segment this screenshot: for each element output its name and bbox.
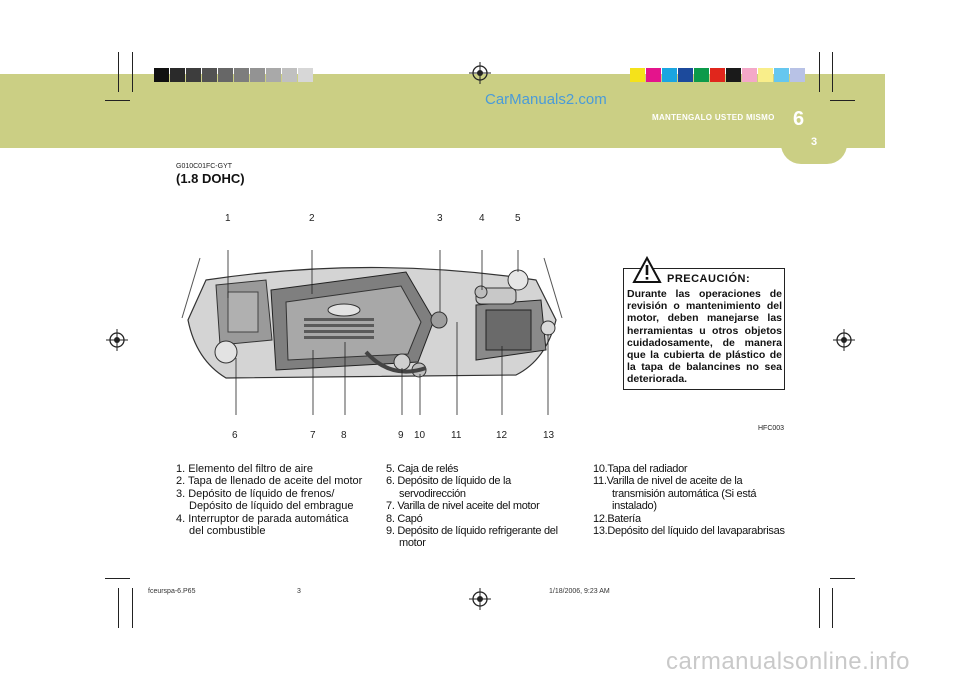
crop-mark [832, 52, 833, 92]
section-code: G010C01FC-GYT [176, 163, 233, 170]
legend-item: 9. Depósito de líquido refrigerante del motor [386, 525, 558, 550]
calibration-swatch [186, 68, 201, 82]
site-watermark: carmanualsonline.info [666, 648, 910, 675]
crop-mark [132, 52, 133, 92]
legend-item: 7. Varilla de nivel aceite del motor [386, 500, 540, 513]
calibration-swatch [774, 68, 789, 82]
crop-mark [830, 578, 855, 579]
section-title: (1.8 DOHC) [176, 171, 245, 186]
engine-compartment-illustration [176, 250, 566, 415]
chapter-title: MANTENGALO USTED MISMO [652, 113, 775, 122]
crop-mark [105, 578, 130, 579]
crop-mark [819, 52, 820, 92]
warning-triangle-icon [632, 256, 662, 284]
footer-timestamp: 1/18/2006, 9:23 AM [549, 588, 610, 595]
legend-column-3 [593, 463, 787, 537]
callout-number: 12 [496, 430, 508, 441]
calibration-swatch [630, 68, 645, 82]
legend-item: 12.Batería [593, 512, 641, 525]
registration-mark-icon [469, 588, 491, 610]
caution-title: PRECAUCIÓN: [667, 273, 751, 285]
calibration-swatch [170, 68, 185, 82]
watermark-link[interactable]: CarManuals2.com [485, 91, 607, 108]
callout-number: 6 [232, 430, 238, 441]
callout-number: 1 [225, 213, 231, 224]
calibration-swatch [694, 68, 709, 82]
callout-number: 10 [414, 430, 426, 441]
calibration-swatch [678, 68, 693, 82]
crop-mark [819, 588, 820, 628]
calibration-swatch [234, 68, 249, 82]
calibration-swatch [662, 68, 677, 82]
calibration-swatch [218, 68, 233, 82]
calibration-swatch [250, 68, 265, 82]
calibration-swatch [298, 68, 313, 82]
calibration-swatch [758, 68, 773, 82]
calibration-swatch [202, 68, 217, 82]
legend-item: 6. Depósito de líquido de la servodirección [386, 475, 511, 500]
legend-item: 3. Depósito de líquido de frenos/ Depósito de líquido del embrague [176, 487, 354, 513]
figure-code: HFC003 [758, 425, 785, 432]
callout-number: 4 [479, 213, 485, 224]
callout-number: 5 [515, 213, 521, 224]
calibration-swatch [710, 68, 725, 82]
crop-mark [830, 100, 855, 101]
calibration-swatch [282, 68, 297, 82]
registration-mark-icon [833, 329, 855, 351]
crop-mark [118, 52, 119, 92]
legend-column-2 [386, 463, 578, 550]
legend-item: 11.Varilla de nivel de aceite de la transmisión automática (Si está instalado) [593, 475, 757, 513]
calibration-swatch [726, 68, 741, 82]
legend-column-1 [176, 463, 366, 537]
callout-number: 7 [310, 430, 316, 441]
calibration-swatch [266, 68, 281, 82]
calibration-swatch [790, 68, 805, 82]
callout-number: 3 [437, 213, 443, 224]
registration-mark-icon [106, 329, 128, 351]
legend-item: 8. Capó [386, 512, 423, 525]
callout-number: 11 [451, 430, 462, 441]
crop-mark [132, 588, 133, 628]
callout-number: 9 [398, 430, 404, 441]
crop-mark [832, 588, 833, 628]
crop-mark [118, 588, 119, 628]
callout-number: 8 [341, 430, 347, 441]
callout-number: 2 [309, 213, 315, 224]
legend-item: 1. Elemento del filtro de aire [176, 463, 313, 475]
legend-item: 5. Caja de relés [386, 463, 459, 475]
caution-text: Durante las operaciones de revisión o mantenimiento del motor, deben manejarse las herramientas u otros objetos cuidadosamente, de manera que la cubierta de plástico de la tapa de balancines no sea deteriorada. [627, 288, 782, 386]
legend-item: 4. Interruptor de parada automática del combustible [176, 512, 349, 538]
legend-item: 10.Tapa del radiador [593, 463, 688, 475]
calibration-swatch [742, 68, 757, 82]
registration-mark-icon [469, 62, 491, 84]
calibration-swatch [154, 68, 169, 82]
crop-mark [105, 100, 130, 101]
footer-filename: fceurspa-6.P65 [148, 588, 196, 595]
chapter-number: 6 [793, 108, 805, 130]
page-number: 3 [810, 136, 818, 148]
footer-page: 3 [297, 588, 301, 595]
legend-item: 13.Depósito del líquido del lavaparabrisas [593, 525, 785, 538]
calibration-swatch [646, 68, 661, 82]
callout-number: 13 [543, 430, 555, 441]
legend-item: 2. Tapa de llenado de aceite del motor [176, 475, 363, 488]
